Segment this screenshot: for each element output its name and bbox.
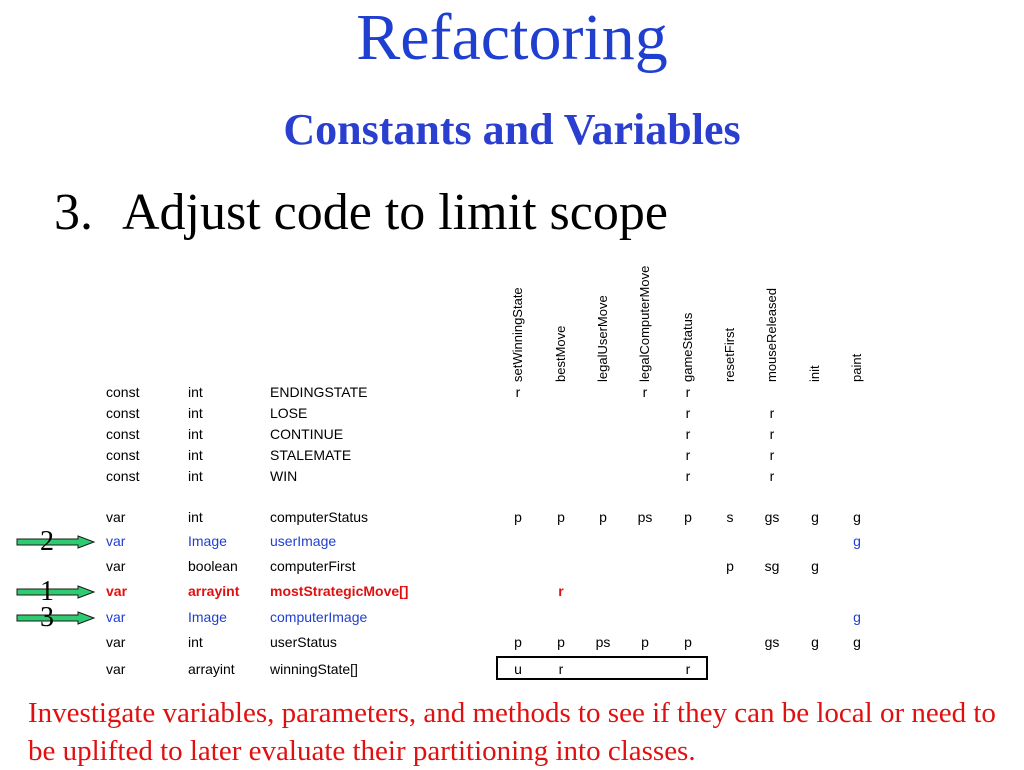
usage-cell-init: g bbox=[811, 509, 819, 525]
usage-cell-legalComputerMove: ps bbox=[637, 509, 653, 525]
row-name: computerImage bbox=[270, 609, 368, 625]
row-name: mostStrategicMove[] bbox=[270, 583, 409, 599]
row-type: int bbox=[188, 426, 203, 442]
row-kind: const bbox=[106, 405, 140, 421]
row-kind: var bbox=[106, 661, 126, 677]
usage-cell-mouseReleased: sg bbox=[764, 558, 780, 574]
usage-cell-resetFirst: s bbox=[726, 509, 734, 525]
table-row bbox=[0, 533, 1024, 553]
column-header-setWinningState: setWinningState bbox=[510, 287, 525, 382]
usage-cell-legalUserMove: ps bbox=[595, 634, 611, 650]
row-kind: var bbox=[106, 609, 126, 625]
column-header-paint: paint bbox=[849, 353, 864, 382]
row-type: int bbox=[188, 634, 203, 650]
row-name: ENDINGSTATE bbox=[270, 384, 368, 400]
row-type: arrayint bbox=[188, 661, 235, 677]
table-row bbox=[0, 447, 1024, 467]
column-header-legalUserMove: legalUserMove bbox=[595, 295, 610, 382]
table-row bbox=[0, 468, 1024, 488]
step-marker: 2 bbox=[40, 526, 54, 557]
usage-cell-mouseReleased: gs bbox=[764, 509, 780, 525]
table-row bbox=[0, 558, 1024, 578]
table-row bbox=[0, 609, 1024, 629]
row-kind: var bbox=[106, 583, 128, 599]
row-name: CONTINUE bbox=[270, 426, 344, 442]
column-header-legalComputerMove: legalComputerMove bbox=[637, 265, 652, 382]
column-header-gameStatus: gameStatus bbox=[680, 312, 695, 382]
right-arrow-icon bbox=[16, 611, 96, 625]
usage-cell-init: g bbox=[811, 634, 819, 650]
row-name: computerStatus bbox=[270, 509, 369, 525]
row-type: int bbox=[188, 405, 203, 421]
usage-cell-gameStatus: p bbox=[684, 634, 692, 650]
usage-cell-gameStatus: r bbox=[685, 661, 691, 677]
usage-cell-setWinningState: r bbox=[515, 384, 521, 400]
usage-cell-gameStatus: r bbox=[685, 384, 691, 400]
row-kind: var bbox=[106, 509, 126, 525]
usage-cell-bestMove: p bbox=[557, 509, 565, 525]
column-header-mouseReleased: mouseReleased bbox=[764, 288, 779, 382]
usage-cell-gameStatus: r bbox=[685, 447, 691, 463]
row-type: int bbox=[188, 509, 203, 525]
usage-cell-bestMove: p bbox=[557, 634, 565, 650]
table-row bbox=[0, 634, 1024, 654]
usage-cell-mouseReleased: r bbox=[769, 447, 775, 463]
usage-cell-legalUserMove: p bbox=[599, 509, 607, 525]
row-name: userImage bbox=[270, 533, 337, 549]
step-marker: 1 bbox=[40, 576, 54, 607]
row-type: Image bbox=[188, 533, 227, 549]
usage-cell-paint: g bbox=[853, 609, 861, 625]
usage-cell-paint: g bbox=[853, 533, 861, 549]
row-kind: var bbox=[106, 634, 126, 650]
slide-title: Refactoring bbox=[356, 1, 668, 74]
usage-cell-gameStatus: r bbox=[685, 405, 691, 421]
table-row bbox=[0, 384, 1024, 404]
winning-state-box bbox=[496, 656, 708, 680]
table-row bbox=[0, 509, 1024, 529]
usage-cell-gameStatus: p bbox=[684, 509, 692, 525]
right-arrow-icon bbox=[16, 585, 96, 599]
row-kind: var bbox=[106, 533, 126, 549]
row-kind: const bbox=[106, 468, 140, 484]
usage-cell-mouseReleased: gs bbox=[764, 634, 780, 650]
usage-cell-init: g bbox=[811, 558, 819, 574]
table-row bbox=[0, 405, 1024, 425]
row-type: boolean bbox=[188, 558, 238, 574]
usage-cell-legalComputerMove: p bbox=[641, 634, 649, 650]
table-row bbox=[0, 583, 1024, 603]
usage-cell-mouseReleased: r bbox=[769, 426, 775, 442]
usage-cell-bestMove: r bbox=[558, 661, 564, 677]
row-name: winningState[] bbox=[270, 661, 358, 677]
row-type: Image bbox=[188, 609, 227, 625]
step-marker: 3 bbox=[40, 602, 54, 633]
row-name: userStatus bbox=[270, 634, 337, 650]
row-type: int bbox=[188, 384, 203, 400]
row-name: computerFirst bbox=[270, 558, 356, 574]
usage-cell-resetFirst: p bbox=[726, 558, 734, 574]
row-kind: const bbox=[106, 447, 140, 463]
usage-cell-paint: g bbox=[853, 509, 861, 525]
row-name: WIN bbox=[270, 468, 298, 484]
usage-cell-mouseReleased: r bbox=[769, 468, 775, 484]
usage-cell-legalComputerMove: r bbox=[642, 384, 648, 400]
usage-cell-gameStatus: r bbox=[685, 468, 691, 484]
point-3 bbox=[54, 182, 668, 244]
slide-subtitle: Constants and Variables bbox=[283, 105, 741, 154]
point-text: Adjust code to limit scope bbox=[122, 184, 668, 241]
row-name: STALEMATE bbox=[270, 447, 352, 463]
footer-note: Investigate variables, parameters, and methods to see if they can be local or need to be uplifted to later evaluate their partitioning into classes. bbox=[28, 697, 996, 767]
row-name: LOSE bbox=[270, 405, 308, 421]
usage-cell-setWinningState: u bbox=[514, 661, 522, 677]
point-number: 3. bbox=[54, 184, 93, 241]
row-kind: const bbox=[106, 384, 140, 400]
table-row bbox=[0, 426, 1024, 446]
column-header-bestMove: bestMove bbox=[553, 325, 568, 382]
row-type: arrayint bbox=[188, 583, 240, 599]
right-arrow-icon bbox=[16, 535, 96, 549]
row-type: int bbox=[188, 468, 203, 484]
usage-cell-setWinningState: p bbox=[514, 509, 522, 525]
usage-cell-paint: g bbox=[853, 634, 861, 650]
usage-cell-mouseReleased: r bbox=[769, 405, 775, 421]
column-header-init: init bbox=[807, 365, 822, 382]
column-header-resetFirst: resetFirst bbox=[722, 327, 737, 382]
usage-cell-bestMove: r bbox=[558, 583, 564, 599]
usage-cell-setWinningState: p bbox=[514, 634, 522, 650]
row-kind: var bbox=[106, 558, 126, 574]
row-kind: const bbox=[106, 426, 140, 442]
row-type: int bbox=[188, 447, 203, 463]
usage-cell-gameStatus: r bbox=[685, 426, 691, 442]
